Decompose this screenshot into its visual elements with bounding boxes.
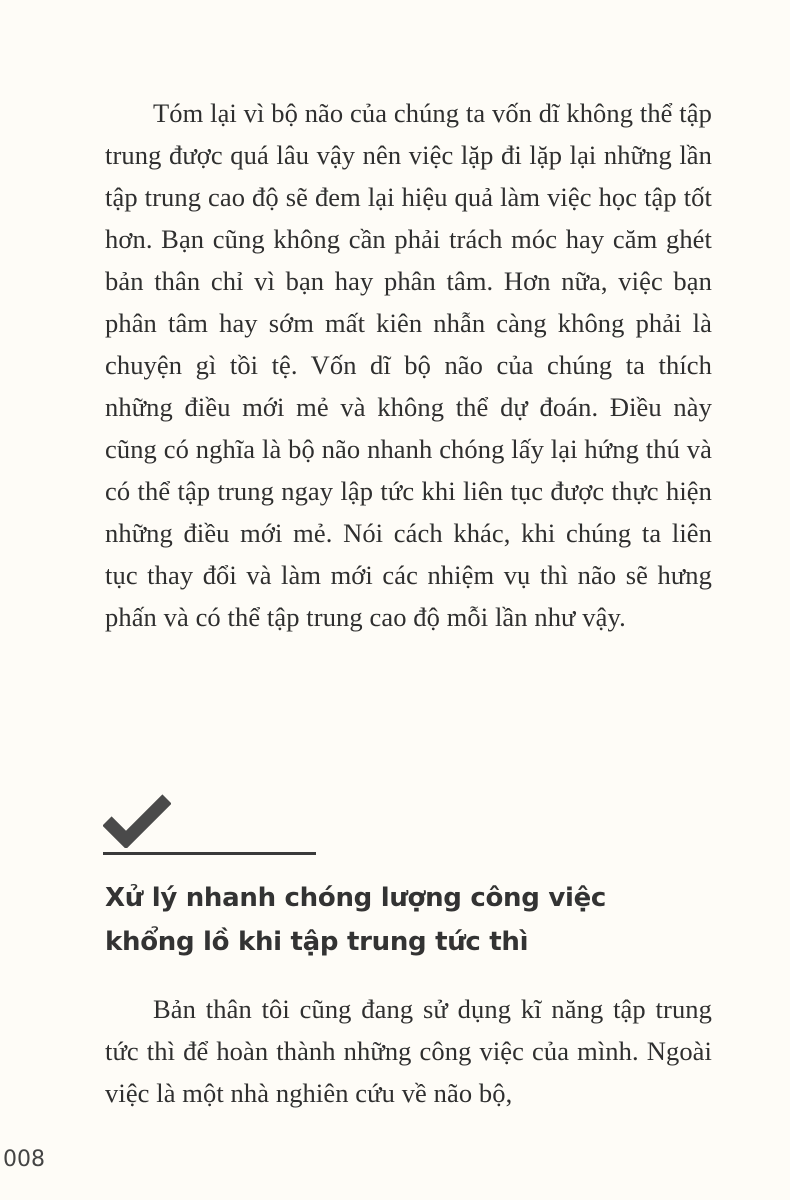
section-heading (105, 876, 725, 964)
section-heading-line-2: khổng lồ khi tập trung tức thì (105, 927, 529, 957)
section-divider (103, 852, 316, 855)
body-paragraph: Bản thân tôi cũng đang sử dụng kĩ năng tập trung tức thì để hoàn thành những công việc của mình. Ngoài việc là một nhà nghiên cứu về não bộ, (105, 994, 712, 1108)
page-number: 008 (3, 1147, 45, 1172)
body-paragraph: Tóm lại vì bộ não của chúng ta vốn dĩ không thể tập trung được quá lâu vậy nên việc lặp đi lặp lại những lần tập trung cao độ sẽ đem lại hiệu quả làm việc học tập tốt hơn. Bạn cũng không cần phải trách móc hay căm ghét bản thân chỉ vì bạn hay phân tâm. Hơn nữa, việc bạn phân tâm hay sớm mất kiên nhẫn càng không phải là chuyện gì tồi tệ. Vốn dĩ bộ não của chúng ta thích những điều mới mẻ và không thể dự đoán. Điều này cũng có nghĩa là bộ não nhanh chóng lấy lại hứng thú và có thể tập trung ngay lập tức khi liên tục được thực hiện những điều mới mẻ. Nói cách khác, khi chúng ta liên tục thay đổi và làm mới các nhiệm vụ thì não sẽ hưng phấn và có thể tập trung cao độ mỗi lần như vậy. (105, 98, 712, 632)
checkmark-icon (103, 790, 171, 848)
section-heading-line-1: Xử lý nhanh chóng lượng công việc (105, 883, 607, 913)
